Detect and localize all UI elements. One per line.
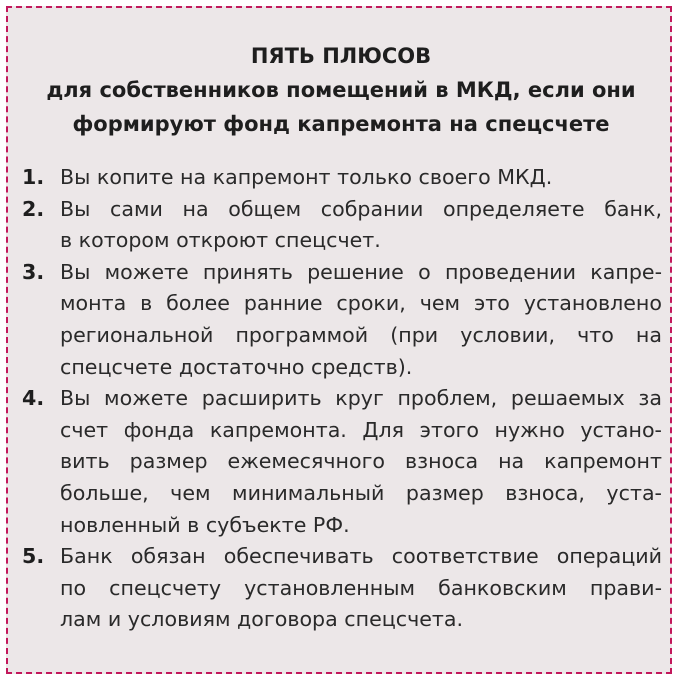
item-line: монта в более ранние сроки, чем это установлено [60,291,662,316]
item-number: 3. [22,259,45,284]
item-line: Вы сами на общем собрании определяете банк, [60,196,662,221]
item-line: вить размер ежемесячного взноса на капремонт [60,449,662,474]
item-text [60,162,662,194]
info-card [6,6,672,674]
item-number: 2. [22,196,45,221]
header-title: ПЯТЬ ПЛЮСОВ [250,44,432,68]
item-text [60,194,662,257]
item-line: Банк обязан обеспечивать соответствие операций [60,544,662,569]
item-text [60,541,662,636]
item-line: счет фонда капремонта. Для этого нужно устано- [60,417,662,442]
list-item [22,194,662,257]
item-line: Вы можете принять решение о проведении капре- [60,259,662,284]
item-line: региональной программой (при условии, что на [60,322,662,347]
item-number: 1. [22,165,45,189]
list-item [22,541,662,636]
item-text [60,383,662,541]
list-item [22,162,662,194]
item-line: новленный в субъекте РФ. [60,512,350,537]
item-line: спецсчете достаточно средств). [60,354,413,379]
item-text [60,257,662,383]
item-line: по спецсчету установленным банковским прави- [60,575,662,600]
header-subtitle-line-2: формируют фонд капремонта на спецсчете [72,112,610,136]
list-item [22,383,662,541]
item-line: Вы можете расширить круг проблем, решаемых за [60,386,662,411]
header-subtitle-line-1: для собственников помещений в МКД, если они [46,78,636,102]
item-line: в котором откроют спецсчет. [60,228,381,253]
list-item [22,257,662,383]
item-line: Вы копите на капремонт только своего МКД. [60,165,553,189]
item-number: 5. [22,544,45,569]
benefits-list [22,162,662,636]
item-line: лам и условиям договора спецсчета. [60,607,464,632]
card-header [8,39,674,141]
item-number: 4. [22,386,45,411]
item-line: больше, чем минимальный размер взноса, уста- [60,480,662,505]
